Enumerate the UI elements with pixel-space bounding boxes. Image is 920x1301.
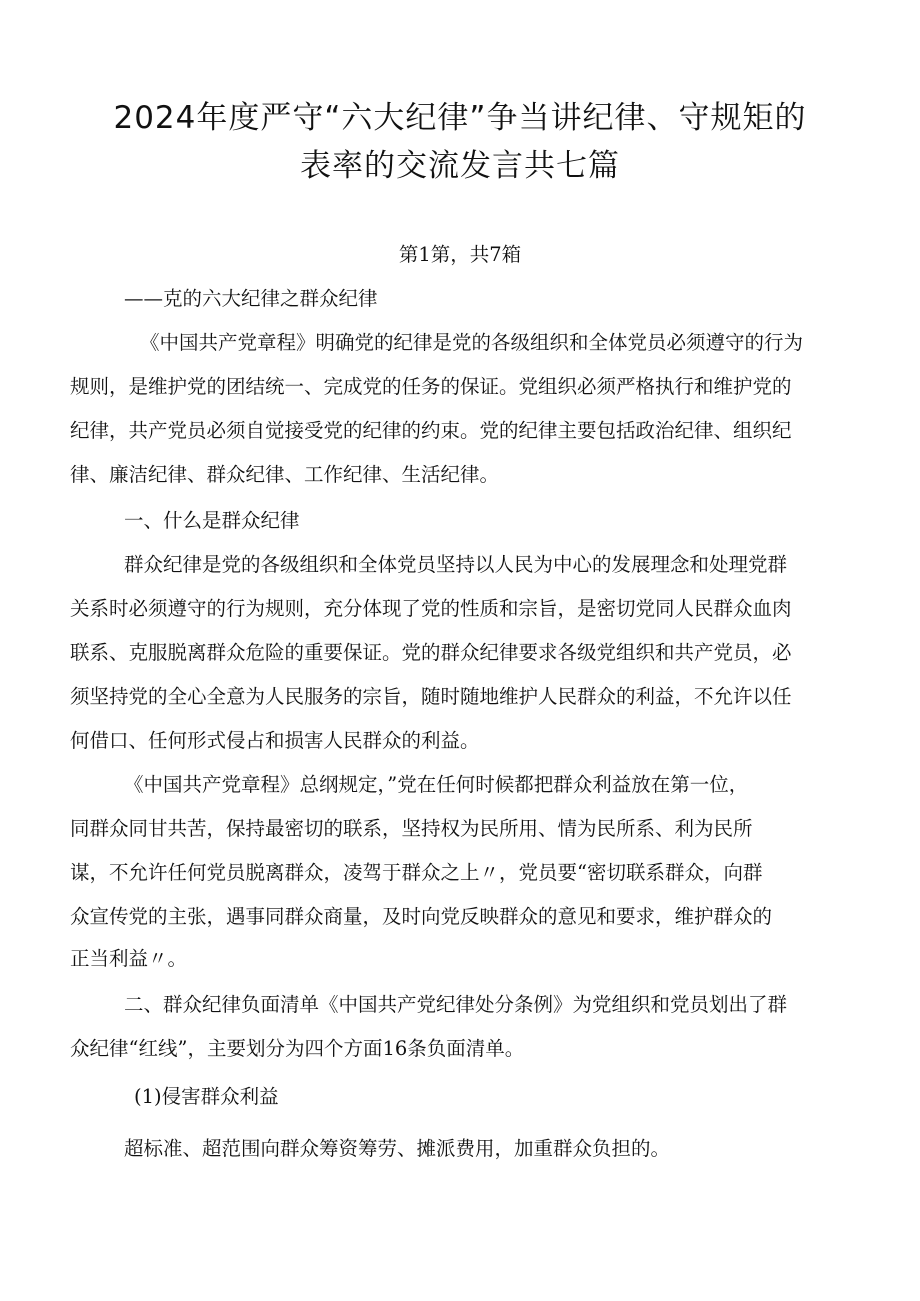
paragraph-line: 须坚持党的全心全意为人民服务的宗旨，随时随地维护人民群众的利益，不允许以任 xyxy=(70,685,792,708)
paragraph-line: 超标准、超范围向群众筹资筹劳、摊派费用，加重群众负担的。 xyxy=(124,1137,671,1160)
paragraph-line: 众宣传党的主张，遇事同群众商量，及时向党反映群众的意见和要求，维护群众的 xyxy=(70,905,773,928)
list-item-heading: (1)侵害群众利益 xyxy=(134,1085,279,1108)
paragraph-line: 众纪律“红线”，主要划分为四个方面16条负面清单。 xyxy=(70,1037,525,1060)
page-counter: 第1第，共7箱 xyxy=(398,243,522,266)
paragraph-line: 二、群众纪律负面清单《中国共产党纪律处分条例》为党组织和党员划出了群 xyxy=(124,993,788,1016)
paragraph-line: 关系时必须遵守的行为规则，充分体现了党的性质和宗旨，是密切党同人民群众血肉 xyxy=(70,597,792,620)
section-subtitle: ——克的六大纪律之群众纪律 xyxy=(124,287,378,310)
paragraph-line: 谋，不允许任何党员脱离群众，凌驾于群众之上〃，党员要“密切联系群众，向群 xyxy=(70,861,763,884)
paragraph-line: 纪律，共产党员必须自觉接受党的纪律的约束。党的纪律主要包括政治纪律、组织纪 xyxy=(70,419,792,442)
paragraph-line: 何借口、任何形式侵占和损害人民群众的利益。 xyxy=(70,729,480,752)
document-title-line-1: 2024年度严守“六大纪律”争当讲纪律、守规矩的 xyxy=(113,100,807,136)
section-heading: 一、什么是群众纪律 xyxy=(124,509,300,532)
paragraph-line: 正当利益〃。 xyxy=(70,947,188,970)
paragraph-line: 规则，是维护党的团结统一、完成党的任务的保证。党组织必须严格执行和维护党的 xyxy=(70,375,792,398)
paragraph-line: 群众纪律是党的各级组织和全体党员坚持以人民为中心的发展理念和处理党群 xyxy=(124,553,788,576)
paragraph-line: 同群众同甘共苦，保持最密切的联系，坚持权为民所用、情为民所系、利为民所 xyxy=(70,817,753,840)
document-title-line-2: 表率的交流发言共七篇 xyxy=(300,148,620,184)
paragraph-line: 联系、克服脱离群众危险的重要保证。党的群众纪律要求各级党组织和共产党员，必 xyxy=(70,641,792,664)
paragraph-line: 《中国共产党章程》明确党的纪律是党的各级组织和全体党员必须遵守的行为 xyxy=(140,331,804,354)
paragraph-line: 《中国共产党章程》总纲规定，”党在任何时候都把群众利益放在第一位， xyxy=(124,773,749,796)
paragraph-line: 律、廉洁纪律、群众纪律、工作纪律、生活纪律。 xyxy=(70,463,500,486)
